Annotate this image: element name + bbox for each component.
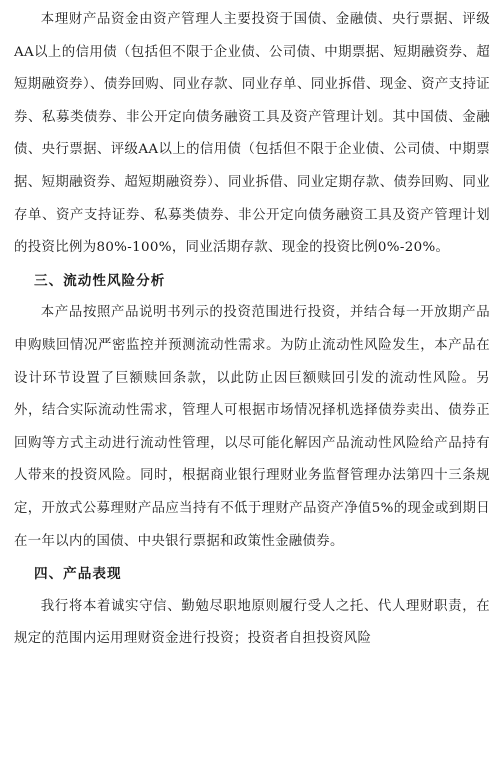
liquidity-risk-heading: 三、流动性风险分析 [34,272,166,289]
product-performance-heading: 四、产品表现 [34,566,122,583]
investment-scope-paragraph: 本理财产品资金由资产管理人主要投资于国债、金融债、央行票据、评级AA以上的信用债（包括但不限于企业债、公司债、中期票据、短期融资券、超短期融资券）、债券回购、同业存款、同业存单、同业拆借、现金、资产支持证券、私募类债券、非公开定向债务融资工具及资产管理计划。其中国债、金融债、央行票据、评级AA以上的信用债（包括但不限于企业债、公司债、中期票据、短期融资券、超短期融资券）、同业拆借、同业定期存款、债券回购、同业存单、资产支持证券、私募类债券、非公开定向债务融资工具及资产管理计划的投资比例为80%-100%，同业活期存款、现金的投资比例0%-20%。 [14,12,490,256]
liquidity-risk-paragraph: 本产品按照产品说明书列示的投资范围进行投资，并结合每一开放期产品申购赎回情况严密监控并预测流动性需求。为防止流动性风险发生，本产品在设计环节设置了巨额赎回条款，以此防止因巨额赎回引发的流动性风险。另外，结合实际流动性需求，管理人可根据市场情况择机选择债券卖出、债券正回购等方式主动进行流动性管理，以尽可能化解因产品流动性风险给产品持有人带来的投资风险。同时，根据商业银行理财业务监督管理办法第四十三条规定，开放式公募理财产品应当持有不低于理财产品资产净值5%的现金或到期日在一年以内的国债、中央银行票据和政策性金融债券。 [14,305,490,549]
product-performance-paragraph: 我行将本着诚实守信、勤勉尽职地原则履行受人之托、代人理财职责，在规定的范围内运用理财资金进行投资；投资者自担投资风险 [14,598,490,647]
